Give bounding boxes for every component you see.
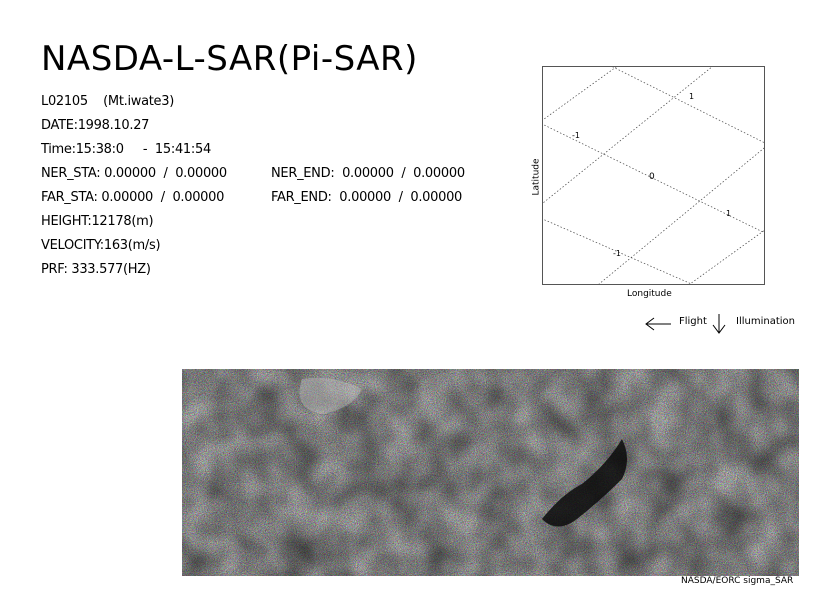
prf-line: PRF: 333.577(HZ)	[41, 262, 151, 277]
flight-label: Flight	[679, 316, 707, 327]
ner-end-line: NER_END: 0.00000 / 0.00000	[271, 166, 465, 181]
grid-label-bottom: -1	[613, 249, 621, 258]
grid-label-center: 0	[649, 172, 655, 182]
location-map	[542, 66, 765, 285]
date-line: DATE:1998.10.27	[41, 118, 150, 133]
grid-label-left: -1	[572, 131, 580, 140]
velocity-line: VELOCITY:163(m/s)	[41, 238, 161, 253]
left-arrow-icon	[644, 317, 672, 331]
far-end-line: FAR_END: 0.00000 / 0.00000	[271, 190, 463, 205]
grid-label-right: 1	[726, 209, 732, 218]
credit-text: NASDA/EORC sigma_SAR	[681, 576, 794, 586]
longitude-label: Longitude	[627, 289, 672, 299]
time-line: Time:15:38:0 - 15:41:54	[41, 142, 211, 157]
ner-sta-line: NER_STA: 0.00000 / 0.00000	[41, 166, 227, 181]
grid-label-top: 1	[689, 92, 695, 101]
latitude-label: Latitude	[531, 158, 542, 196]
far-sta-line: FAR_STA: 0.00000 / 0.00000	[41, 190, 225, 205]
sar-texture	[182, 369, 799, 576]
sar-image	[182, 369, 799, 576]
title: NASDA-L-SAR(Pi-SAR)	[41, 39, 418, 79]
map-grid	[543, 67, 764, 284]
illumination-label: Illumination	[736, 316, 795, 327]
down-arrow-icon	[712, 313, 726, 335]
height-line: HEIGHT:12178(m)	[41, 214, 154, 229]
scene-line: L02105 (Mt.iwate3)	[41, 94, 174, 109]
